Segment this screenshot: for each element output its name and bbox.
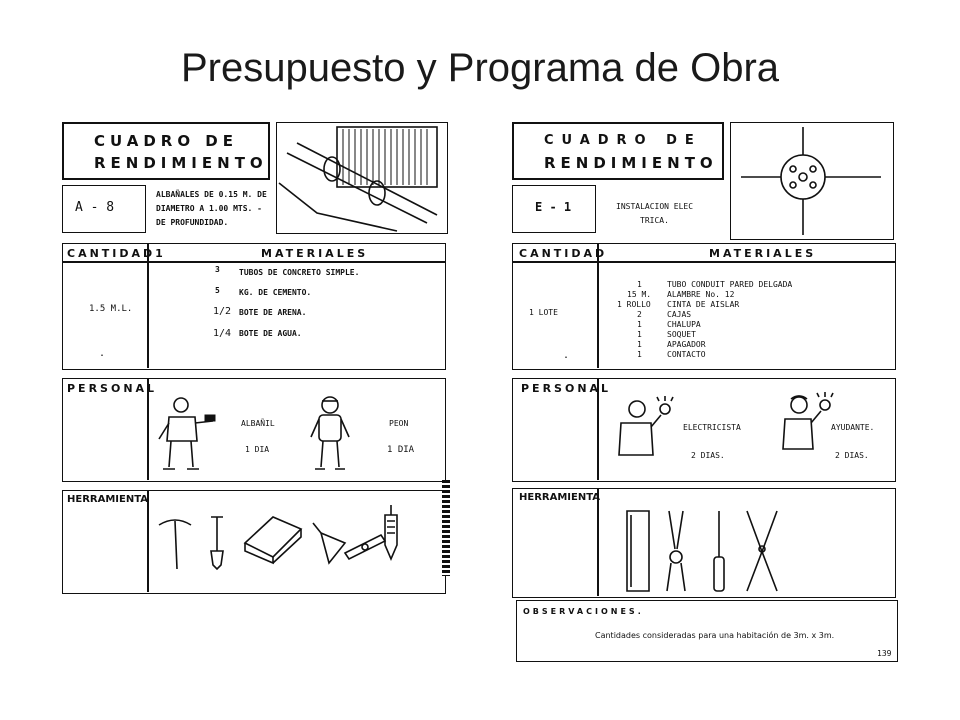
observaciones-header: OBSERVACIONES.	[523, 607, 644, 616]
right-cantidad-header: CANTIDAD	[519, 247, 608, 260]
right-header-line1: CUADRO DE	[544, 133, 702, 148]
left-desc-line2: DIAMETRO A 1.00 MTS. -	[156, 204, 262, 213]
screwdriver-icon	[709, 509, 729, 593]
left-material-1-qty: 3	[215, 265, 220, 274]
right-material-6-qty: 1	[637, 330, 642, 339]
right-material-1-desc: TUBO CONDUIT PARED DELGADA	[667, 280, 793, 289]
right-material-4-desc: CAJAS	[667, 310, 692, 319]
right-cantidad-dot: .	[563, 350, 570, 361]
left-tools-box	[62, 490, 446, 594]
left-cantidad-header: CANTIDAD1	[67, 247, 166, 260]
left-material-3-qty: 1/2	[213, 306, 232, 317]
left-code-box	[62, 185, 146, 233]
right-personal-box	[512, 378, 896, 482]
right-materials-box	[512, 243, 896, 370]
left-personal-2-role: PEON	[389, 419, 409, 428]
right-material-2-desc: ALAMBRE No. 12	[667, 290, 735, 299]
left-desc-line3: DE PROFUNDIDAD.	[156, 218, 229, 227]
plumb-bob-icon	[379, 505, 403, 565]
left-header-box	[62, 122, 270, 180]
left-materiales-header: MATERIALES	[261, 247, 369, 260]
observaciones-text: Cantidades consideradas para una habitación de 3m. x 3m.	[595, 631, 835, 640]
wire-cutter-icon	[737, 509, 787, 593]
left-material-2-qty: 5	[215, 286, 220, 295]
left-materials-box	[62, 243, 446, 370]
right-material-2-qty: 15 M.	[627, 290, 652, 299]
right-code: E - 1	[535, 200, 572, 214]
right-desc-line1: INSTALACION ELEC	[616, 202, 694, 211]
mortar-box-icon	[243, 513, 303, 563]
left-material-2-desc: KG. DE CEMENTO.	[239, 288, 312, 297]
concrete-pipe-icon	[277, 123, 449, 235]
right-personal-1-role: ELECTRICISTA	[683, 423, 741, 432]
right-header-line2: RENDIMIENTO	[544, 154, 718, 172]
left-material-4-desc: BOTE DE AGUA.	[239, 329, 302, 338]
left-personal-box	[62, 378, 446, 482]
page-title: Presupuesto y Programa de Obra	[180, 46, 780, 90]
left-material-4-qty: 1/4	[213, 328, 232, 339]
left-page-edge	[442, 480, 450, 576]
left-header-line1: CUADRO DE	[94, 132, 239, 150]
left-cantidad-value: 1.5 M.L.	[89, 304, 133, 314]
right-personal-2-duration: 2 DIAS.	[835, 451, 869, 460]
right-material-8-qty: 1	[637, 350, 642, 359]
left-desc-line1: ALBAÑALES DE 0.15 M. DE	[156, 190, 267, 199]
helper-worker-icon	[775, 393, 835, 473]
right-tools-box	[512, 488, 896, 598]
observaciones-box	[516, 600, 898, 662]
page-number: 139	[877, 649, 892, 658]
left-personal-1-duration: 1 DIA	[245, 445, 270, 454]
right-material-4-qty: 2	[637, 310, 642, 319]
pliers-icon	[661, 509, 691, 593]
left-personal-1-role: ALBAÑIL	[241, 419, 275, 428]
right-herramienta-header: HERRAMIENTA	[519, 492, 600, 503]
right-material-7-qty: 1	[637, 340, 642, 349]
right-material-3-qty: 1 ROLLO	[617, 300, 651, 309]
left-header-line2: RENDIMIENTO	[94, 154, 268, 172]
right-code-box	[512, 185, 596, 233]
right-personal-2-role: AYUDANTE.	[831, 423, 875, 432]
mason-worker-icon	[155, 393, 215, 473]
left-material-1-desc: TUBOS DE CONCRETO SIMPLE.	[239, 268, 360, 277]
right-material-5-desc: CHALUPA	[667, 320, 701, 329]
right-cantidad-value: 1 LOTE	[529, 308, 558, 317]
right-material-1-qty: 1	[637, 280, 642, 289]
left-material-3-desc: BOTE DE ARENA.	[239, 308, 307, 317]
electrician-worker-icon	[613, 397, 673, 477]
hacksaw-icon	[623, 509, 653, 593]
left-pipe-illustration-box	[276, 122, 448, 234]
right-junction-illustration-box	[730, 122, 894, 240]
pickaxe-icon	[155, 515, 195, 571]
right-personal-header: PERSONAL	[521, 382, 612, 395]
left-personal-2-duration: 1 DIA	[387, 445, 415, 455]
laborer-worker-icon	[305, 393, 355, 473]
right-material-7-desc: APAGADOR	[667, 340, 706, 349]
left-code: A - 8	[75, 200, 115, 215]
right-material-5-qty: 1	[637, 320, 642, 329]
right-materiales-header: MATERIALES	[709, 247, 817, 260]
right-personal-1-duration: 2 DIAS.	[691, 451, 725, 460]
right-desc-line2: TRICA.	[640, 216, 669, 225]
junction-box-icon	[731, 123, 895, 241]
right-material-3-desc: CINTA DE AISLAR	[667, 300, 740, 309]
shovel-icon	[205, 515, 229, 571]
right-header-box	[512, 122, 724, 180]
left-personal-header: PERSONAL	[67, 382, 158, 395]
right-material-6-desc: SOQUET	[667, 330, 696, 339]
left-cantidad-dot: .	[99, 348, 106, 359]
right-material-8-desc: CONTACTO	[667, 350, 706, 359]
left-herramienta-header: HERRAMIENTA	[67, 494, 148, 505]
